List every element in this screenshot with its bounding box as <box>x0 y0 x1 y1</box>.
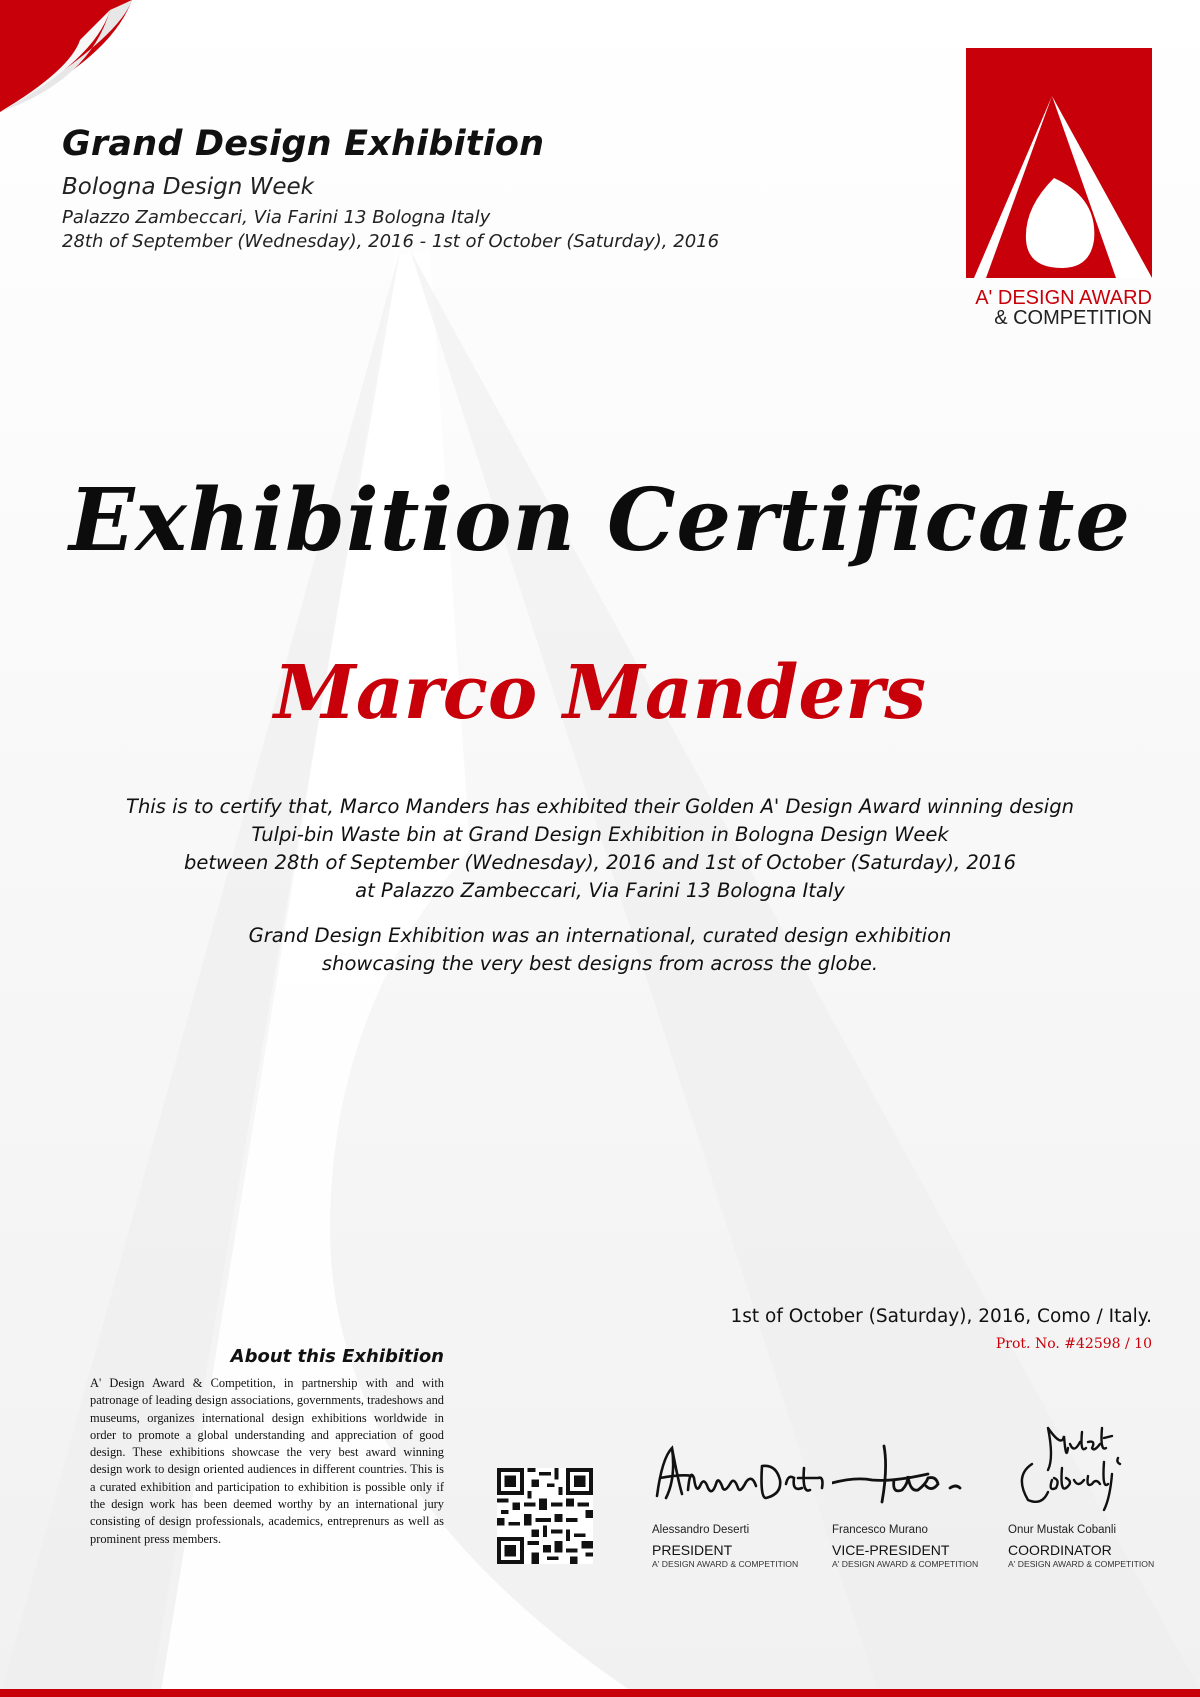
about-section <box>90 1346 444 1548</box>
event-header <box>62 124 862 254</box>
signatory-org: A' DESIGN AWARD & COMPETITION <box>832 1559 979 1569</box>
logo-line-1: A' DESIGN AWARD <box>975 287 1152 309</box>
description-line: Grand Design Exhibition was an international, curated design exhibition <box>248 924 952 947</box>
logo-mark <box>966 48 1152 278</box>
signatory-role: COORDINATOR <box>1008 1542 1112 1558</box>
a-letter-icon <box>966 48 1152 278</box>
a-design-award-logo <box>966 48 1152 328</box>
signatory-president <box>652 1418 832 1569</box>
protocol-number: Prot. No. #42598 / 10 <box>995 1336 1152 1352</box>
signatory-org: A' DESIGN AWARD & COMPETITION <box>652 1559 799 1569</box>
about-text: A' Design Award & Competition, in partnership with and with patronage of leading design associations, governments, tradeshows and museums, organizes international design exhibitions worldwide in order to promote a global understanding and appreciation of good design. These exhibitions showcase the very best award winning design work to design oriented audiences in different countries. This is a curated exhibition and participation to exhibition is possible only if the design work has been deemed worthy by an international jury consisting of design professionals, academics, entreprenurs as well as prominent press members. <box>90 1376 444 1546</box>
issue-place-date: 1st of October (Saturday), 2016, Como / Italy. <box>730 1306 1152 1327</box>
statement-line: This is to certify that, Marco Manders has exhibited their Golden A' Design Award winning design <box>126 795 1074 818</box>
signature-deserti-icon <box>652 1418 832 1518</box>
signatory-name: Onur Mustak Cobanli <box>1008 1524 1117 1536</box>
signatory-role: VICE-PRESIDENT <box>832 1542 950 1558</box>
certification-statement <box>60 793 1140 905</box>
signatory-name: Francesco Murano <box>832 1524 928 1536</box>
signatory-role: PRESIDENT <box>652 1542 733 1558</box>
signature-murano-icon <box>832 1418 1012 1518</box>
qr-code-icon <box>497 1468 593 1564</box>
event-venue: Palazzo Zambeccari, Via Farini 13 Bologna Italy <box>62 207 491 228</box>
statement-line: between 28th of September (Wednesday), 2016 and 1st of October (Saturday), 2016 <box>184 851 1016 874</box>
exhibition-description <box>60 922 1140 978</box>
signatory-name: Alessandro Deserti <box>652 1524 750 1536</box>
about-title: About this Exhibition <box>230 1346 444 1367</box>
certificate-title: Exhibition Certificate <box>68 470 1132 571</box>
statement-line: at Palazzo Zambeccari, Via Farini 13 Bologna Italy <box>355 879 845 902</box>
logo-line-2: & COMPETITION <box>994 307 1152 329</box>
signature-cobanli-icon <box>1008 1418 1188 1518</box>
page-curl-icon <box>0 0 140 120</box>
signatory-coordinator <box>1008 1418 1188 1569</box>
description-line: showcasing the very best designs from across the globe. <box>321 952 879 975</box>
bottom-border <box>0 1689 1200 1697</box>
signatory-vice-president <box>832 1418 1012 1569</box>
event-title: Grand Design Exhibition <box>62 124 545 164</box>
event-subtitle: Bologna Design Week <box>62 174 314 200</box>
signatory-org: A' DESIGN AWARD & COMPETITION <box>1008 1559 1155 1569</box>
statement-line: Tulpi-bin Waste bin at Grand Design Exhibition in Bologna Design Week <box>251 823 949 846</box>
event-dates: 28th of September (Wednesday), 2016 - 1st of October (Saturday), 2016 <box>62 231 720 252</box>
recipient-name: Marco Manders <box>273 650 927 736</box>
